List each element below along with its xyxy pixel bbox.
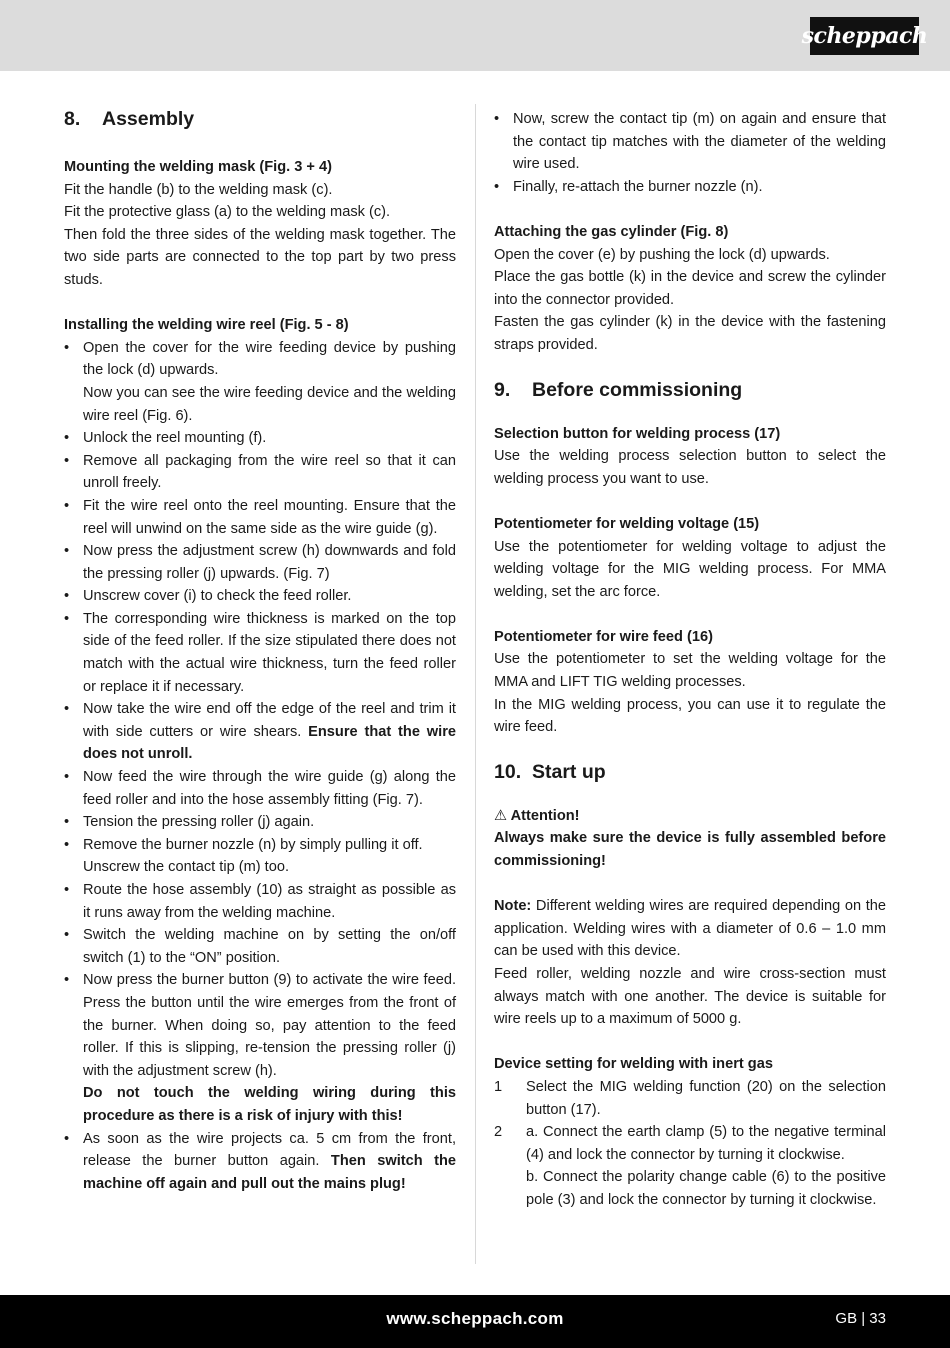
paragraph: Fasten the gas cylinder (k) in the device with the fastening straps provided. — [494, 314, 886, 353]
list-item: • Open the cover for the wire feeding device by pushing the lock (d) upwards. Now you can see the wire feeding device and the welding wire reel (Fig. 6). — [64, 337, 456, 427]
tip-steps-list — [494, 108, 886, 198]
section-heading-commissioning — [494, 375, 886, 405]
heading-text: Assembly — [102, 108, 195, 130]
warning-icon: ⚠ — [494, 807, 508, 824]
list-item: • Now feed the wire through the wire guide (g) along the feed roller and into the hose assembly fitting (Fig. 7). — [64, 766, 456, 811]
attention-text: Always make sure the device is fully assembled before commissioning! — [494, 830, 886, 870]
attention-label: ⚠ Attention! — [494, 807, 580, 824]
heading-number: 8. — [64, 108, 81, 130]
list-item: • Finally, re-attach the burner nozzle (n). — [494, 176, 886, 199]
paragraph: Use the potentiometer for welding voltage to adjust the welding voltage for the MIG welding process. For MMA welding, set the arc force. — [494, 538, 886, 600]
paragraph: Feed roller, welding nozzle and wire cross-section must always match with one another. The device is suitable for wire reels up to a maximum of 5000 g. — [494, 966, 886, 1028]
section-heading-assembly — [64, 104, 456, 134]
brand-logo: scheppach — [810, 17, 919, 55]
left-column — [64, 104, 456, 1195]
list-item: 2 a. Connect the earth clamp (5) to the negative terminal (4) and lock the connector by turning it clockwise. b. Connect the polarity change cable (6) to the positive pole (3) and lock the connector by turning it clockwise. — [494, 1124, 886, 1208]
page-number: GB | 33 — [835, 1310, 886, 1327]
list-item: • The corresponding wire thickness is marked on the top side of the feed roller. If the size stipulated there does not match with the actual wire thickness, turn the feed roller or replace it if necessary. — [64, 608, 456, 698]
footer-url: www.scheppach.com — [386, 1309, 564, 1328]
subheading-selection: Selection button for welding process (17) — [494, 425, 781, 442]
list-item: • Unlock the reel mounting (f). — [64, 427, 456, 450]
paragraph: Open the cover (e) by pushing the lock (d) upwards. — [494, 246, 830, 263]
subheading-pot-voltage: Potentiometer for welding voltage (15) — [494, 515, 760, 532]
list-item: • Remove all packaging from the wire reel so that it can unroll freely. — [64, 450, 456, 495]
paragraph: Then fold the three sides of the welding mask together. The two side parts are connected to the top part by two press studs. — [64, 226, 456, 288]
right-column — [494, 108, 886, 1212]
list-item: • Tension the pressing roller (j) again. — [64, 811, 456, 834]
subheading-reel: Installing the welding wire reel (Fig. 5 - 8) — [64, 317, 349, 334]
reel-steps-list — [64, 337, 456, 1196]
paragraph: Use the potentiometer to set the welding voltage for the MMA and LIFT TIG welding processes. — [494, 651, 886, 691]
list-item: • Unscrew cover (i) to check the feed roller. — [64, 585, 456, 608]
note-paragraph: Note: Different welding wires are required depending on the application. Welding wires with a diameter of 0.6 – 1.0 mm can be used with this device. — [494, 898, 886, 960]
heading-number: 10. — [494, 760, 522, 783]
list-item: • Now press the adjustment screw (h) downwards and fold the pressing roller (j) upwards. (Fig. 7) — [64, 540, 456, 585]
subheading-pot-feed: Potentiometer for wire feed (16) — [494, 628, 713, 645]
column-divider — [475, 104, 476, 1264]
section-heading-start-up — [494, 757, 886, 787]
subheading-mask: Mounting the welding mask (Fig. 3 + 4) — [64, 159, 332, 175]
paragraph: Use the welding process selection button to select the welding process you want to use. — [494, 448, 886, 487]
list-item: • Now, screw the contact tip (m) on again and ensure that the contact tip matches with the diameter of the welding wire used. — [494, 108, 886, 176]
paragraph: Place the gas bottle (k) in the device and screw the cylinder into the connector provided. — [494, 269, 886, 308]
heading-text: Start up — [532, 760, 606, 783]
list-item: • Route the hose assembly (10) as straight as possible as it runs away from the welding machine. — [64, 879, 456, 924]
list-item: • Now take the wire end off the edge of the reel and trim it with side cutters or wire shears. Ensure that the wire does not unroll. — [64, 698, 456, 766]
subheading-inert-gas: Device setting for welding with inert gas — [494, 1056, 773, 1073]
list-item: • Now press the burner button (9) to activate the wire feed. Press the button until the wire emerges from the front of the burner. When doing so, pay attention to the feed roller. If this is slipping, re-tension the pressing roller (j) with the adjustment screw (h). Do not touch the welding wiring during this procedure as there is a risk of injury with this! — [64, 969, 456, 1127]
list-item: • Remove the burner nozzle (n) by simply pulling it off. Unscrew the contact tip (m) too. — [64, 834, 456, 879]
subheading-gas: Attaching the gas cylinder (Fig. 8) — [494, 223, 729, 240]
list-item: • As soon as the wire projects ca. 5 cm from the front, release the burner button again. Then switch the machine off again and pull out the mains plug! — [64, 1128, 456, 1196]
footer-bar — [0, 1295, 950, 1348]
inert-gas-steps — [494, 1076, 886, 1212]
heading-text: Before commissioning — [532, 378, 743, 401]
list-item: • Switch the welding machine on by setting the on/off switch (1) to the “ON” position. — [64, 924, 456, 969]
paragraph: Fit the handle (b) to the welding mask (c). — [64, 181, 333, 198]
heading-number: 9. — [494, 378, 511, 401]
paragraph: Fit the protective glass (a) to the welding mask (c). — [64, 204, 391, 221]
list-item: 1 Select the MIG welding function (20) on the selection button (17). — [494, 1078, 886, 1118]
list-item: • Fit the wire reel onto the reel mounting. Ensure that the reel will unwind on the same side as the wire guide (g). — [64, 495, 456, 540]
paragraph: In the MIG welding process, you can use it to regulate the wire feed. — [494, 696, 886, 736]
